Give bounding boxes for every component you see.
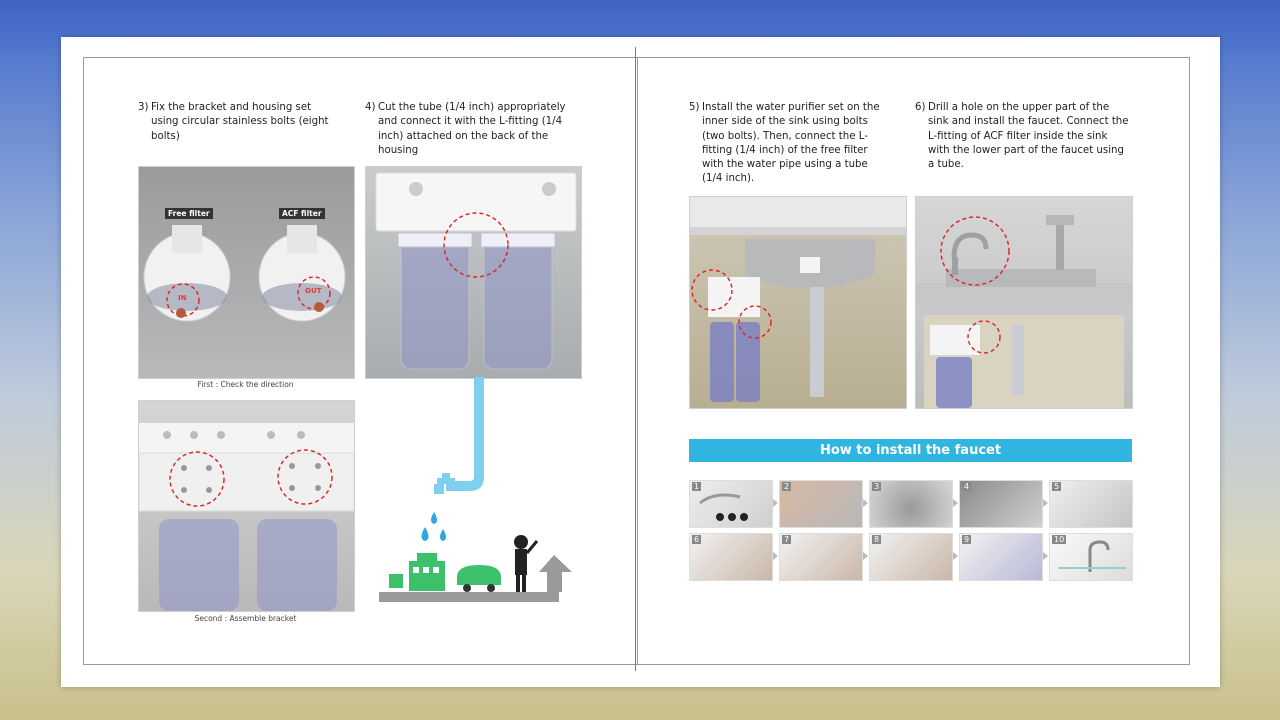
sink-installation-photo <box>689 196 907 409</box>
photo-3-caption: Second : Assemble bracket <box>194 614 297 623</box>
thumb-number-6: 6 <box>694 535 700 544</box>
thumb-number-4: 4 <box>964 482 970 491</box>
thumb-number-8: 8 <box>874 535 880 544</box>
faucet-step-thumb-2 <box>779 480 863 528</box>
faucet-step-thumb-8 <box>869 533 953 581</box>
eco-water-illustration <box>379 377 579 602</box>
faucet-step-thumb-7 <box>779 533 863 581</box>
thumb-number-9: 9 <box>964 535 970 544</box>
faucet-section-title: How to install the faucet <box>689 439 1132 462</box>
housing-illustration <box>366 167 581 378</box>
page-fold <box>635 47 636 671</box>
step-6-number: 6) <box>915 102 926 113</box>
thumb-number-3: 3 <box>874 482 880 491</box>
thumb-number-5: 5 <box>1054 482 1060 491</box>
photo-1-caption: First : Check the direction <box>197 380 294 389</box>
faucet-installation-photo <box>915 196 1133 409</box>
thumb-number-7: 7 <box>784 535 790 544</box>
step-4-text: Cut the tube (1/4 inch) appropriately and connect it with the L-fitting (1/4 inch) attached on the back of the housing <box>378 102 566 156</box>
step-arrow-icon <box>953 552 958 560</box>
step-arrow-icon <box>953 499 958 507</box>
filter-direction-photo <box>138 166 355 379</box>
bracket-illustration <box>139 401 354 611</box>
faucet-step-thumb-3 <box>869 480 953 528</box>
free-filter-label: Free filter <box>165 208 213 219</box>
bracket-assembly-photo <box>138 400 355 612</box>
thumb-number-2: 2 <box>784 482 790 491</box>
faucet-step-thumb-9 <box>959 533 1043 581</box>
step-5-text: Install the water purifier set on the inner side of the sink using bolts (two bolts). Then, connect the L-fitting (1/4 inch) of the free filter with the water pipe using a tube (1/4 inch). <box>702 102 880 185</box>
in-label: IN <box>178 294 187 302</box>
faucet-step-thumb-5 <box>1049 480 1133 528</box>
step-6 <box>915 101 1131 172</box>
faucet-step-thumb-6 <box>689 533 773 581</box>
step-arrow-icon <box>773 499 778 507</box>
faucet-step-thumb-1 <box>689 480 773 528</box>
step-arrow-icon <box>1043 499 1048 507</box>
step-4 <box>365 101 577 158</box>
step-3-text: Fix the bracket and housing set using circular stainless bolts (eight bolts) <box>151 102 329 142</box>
housing-tube-photo <box>365 166 582 379</box>
step-arrow-icon <box>773 552 778 560</box>
brochure <box>61 37 1220 687</box>
step-arrow-icon <box>863 552 868 560</box>
thumb-number-10: 10 <box>1054 535 1065 544</box>
step-6-text: Drill a hole on the upper part of the sink and install the faucet. Connect the L-fitting of ACF filter inside the sink with the lower part of the faucet using a tube. <box>928 102 1129 171</box>
faucet-step-thumb-4 <box>959 480 1043 528</box>
out-label: OUT <box>305 287 322 295</box>
step-5 <box>689 101 889 187</box>
acf-filter-label: ACF filter <box>279 208 325 219</box>
faucet-step-thumb-10 <box>1049 533 1133 581</box>
step-arrow-icon <box>1043 552 1048 560</box>
faucet-parts-illustration <box>690 481 772 527</box>
step-4-number: 4) <box>365 102 376 113</box>
step-5-number: 5) <box>689 102 700 113</box>
step-3-number: 3) <box>138 102 149 113</box>
filter-caps-illustration <box>139 167 354 378</box>
thumb-number-1: 1 <box>694 482 700 491</box>
step-3 <box>138 101 338 144</box>
step-arrow-icon <box>863 499 868 507</box>
sink-underside-illustration <box>690 197 906 408</box>
faucet-sink-illustration <box>916 197 1132 408</box>
